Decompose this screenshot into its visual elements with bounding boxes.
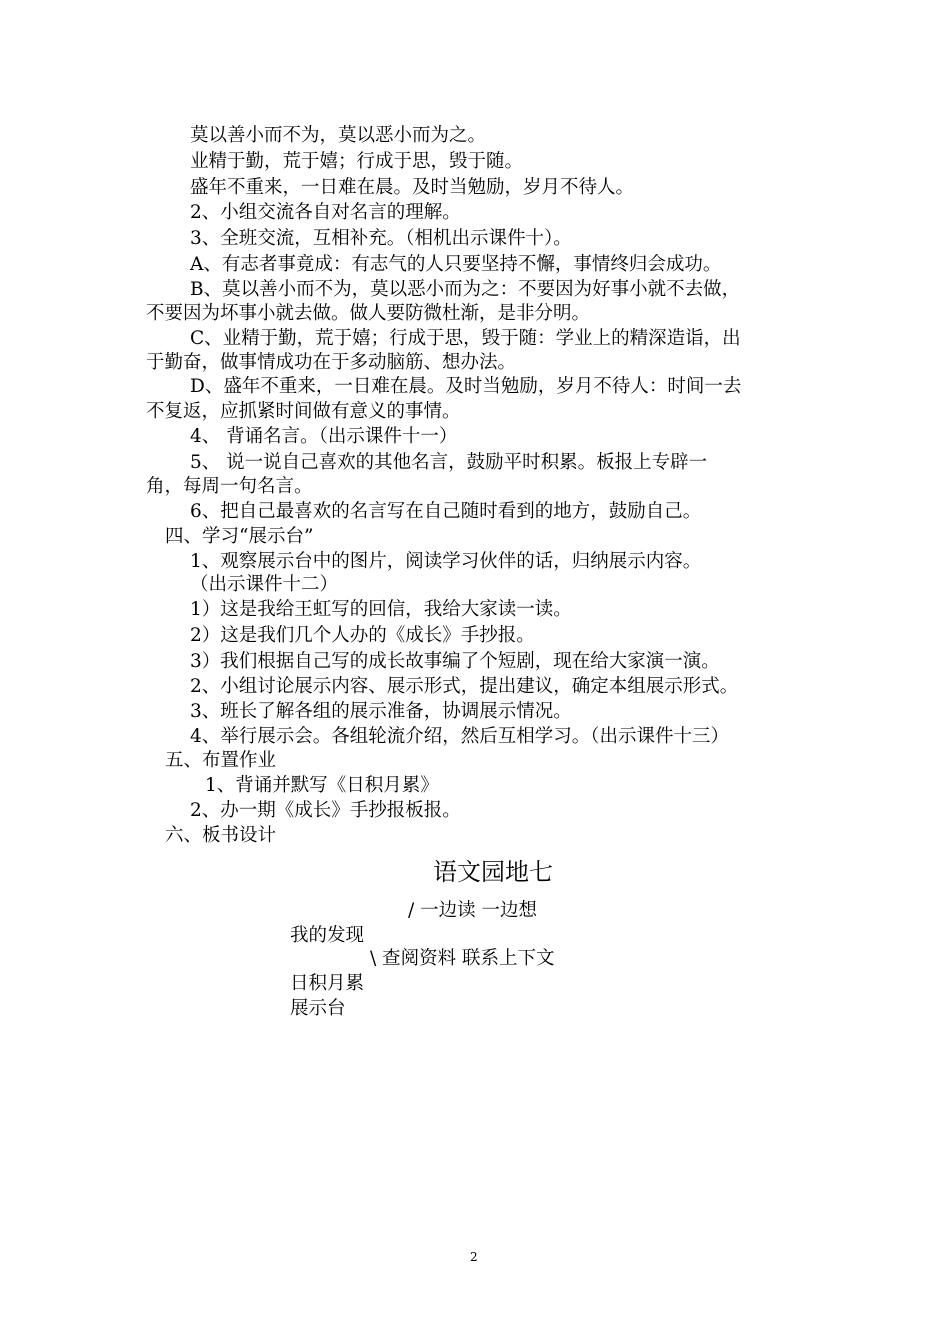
text-line: 业精于勤，荒于嬉；行成于思，毁于随。 [190, 151, 524, 172]
text-line: 4、 背诵名言。（出示课件十一） [190, 426, 458, 447]
text-line: 3、全班交流，互相补充。（相机出示课件十）。 [190, 228, 572, 249]
text-line: A、有志者事竟成：有志气的人只要坚持不懈，事情终归会成功。 [190, 254, 722, 275]
board-item: 展示台 [290, 998, 346, 1019]
text-line: 3）我们根据自己写的成长故事编了个短剧，现在给大家演一演。 [190, 651, 720, 672]
text-line: 3、班长了解各组的展示准备，协调展示情况。 [190, 701, 572, 722]
board-title: 语文园地七 [433, 858, 553, 886]
text-line: （出示课件十二） [190, 574, 339, 595]
text-line: 6、把自己最喜欢的名言写在自己随时看到的地方，鼓励自己。 [190, 501, 702, 522]
text-line: 2）这是我们几个人办的《成长》手抄报。 [190, 625, 535, 646]
section-heading: 四、学习“展示台” [165, 526, 314, 547]
text-line: D、盛年不重来，一日难在晨。及时当勉励，岁月不待人：时间一去 [190, 376, 742, 397]
text-line: 角，每周一句名言。 [146, 476, 313, 497]
board-branch-up: / 一边读 一边想 [408, 900, 537, 921]
text-line: 2、小组讨论展示内容、展示形式，提出建议，确定本组展示形式。 [190, 676, 739, 697]
text-line: 盛年不重来，一日难在晨。及时当勉励，岁月不待人。 [190, 177, 635, 198]
text-line: C、业精于勤，荒于嬉；行成于思，毁于随：学业上的精深造诣，出 [190, 328, 741, 349]
text-line: 2、办一期《成长》手抄报板报。 [190, 800, 461, 821]
text-line: 1、观察展示台中的图片，阅读学习伙伴的话，归纳展示内容。 [190, 551, 702, 572]
section-heading: 五、布置作业 [165, 750, 277, 771]
text-line: 于勤奋，做事情成功在于多动脑筋、想办法。 [146, 352, 517, 373]
text-line: 莫以善小而不为，莫以恶小而为之。 [190, 125, 487, 146]
text-line: 4、举行展示会。各组轮流介绍，然后互相学习。（出示课件十三） [190, 726, 730, 747]
text-line: B、莫以善小而不为，莫以恶小而为之：不要因为好事小就不去做， [190, 279, 741, 300]
board-branch-down: \ 查阅资料 联系上下文 [370, 948, 555, 969]
text-line: 5、 说一说自己喜欢的其他名言，鼓励平时积累。板报上专辟一 [190, 452, 708, 473]
text-line: 不复返，应抓紧时间做有意义的事情。 [146, 401, 461, 422]
section-heading: 六、板书设计 [165, 825, 277, 846]
board-item: 我的发现 [290, 925, 365, 946]
text-line: 2、小组交流各自对名言的理解。 [190, 202, 461, 223]
text-line: 1、背诵并默写《日积月累》 [205, 775, 439, 796]
text-line: 不要因为坏事小就去做。做人要防微杜渐，是非分明。 [146, 303, 591, 324]
board-item: 日积月累 [290, 973, 365, 994]
page-number: 2 [470, 1250, 478, 1264]
text-line: 1）这是我给王虹写的回信，我给大家读一读。 [190, 599, 572, 620]
